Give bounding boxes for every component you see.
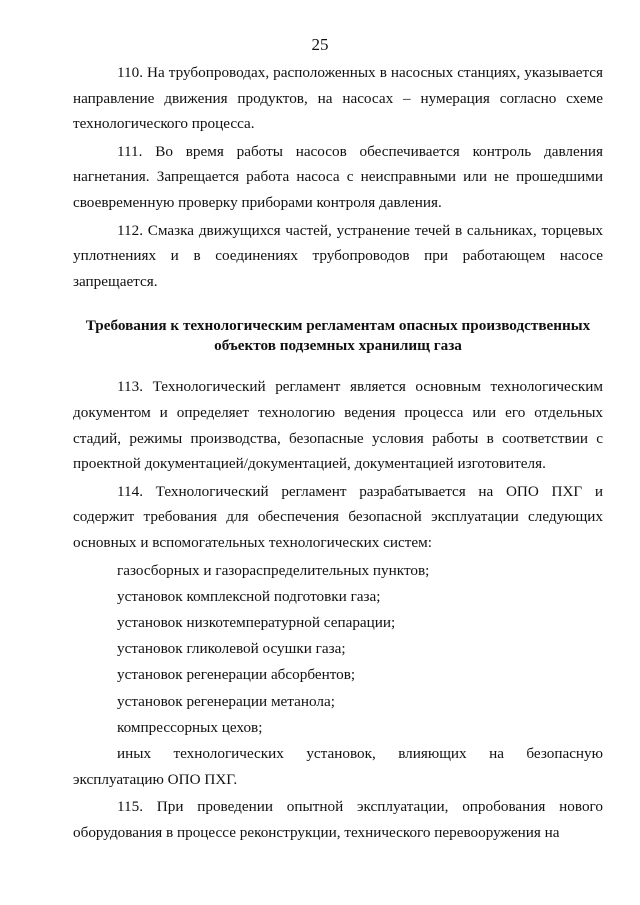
list-item: установок комплексной подготовки газа; [117, 587, 381, 605]
paragraph-115: 115. При проведении опытной эксплуатации, опробования нового оборудования в процессе реконструкции, технического перевооружения на [73, 798, 603, 841]
paragraph-113: 113. Технологический регламент является основным технологическим документом и определяет технологию ведения процесса или его отдельных стадий, режимы производства, безопасные условия работы в соответствии с проектной документацией/документацией, документацией изготовителя. [73, 378, 603, 473]
list-item: установок регенерации метанола; [117, 692, 335, 710]
list-item: установок регенерации абсорбентов; [117, 666, 356, 684]
page-number: 25 [311, 35, 329, 54]
page-body [73, 60, 603, 847]
list-item: установок низкотемпературной сепарации; [117, 613, 396, 631]
list-item: газосборных и газораспределительных пунктов; [117, 561, 430, 579]
paragraph-111: 111. Во время работы насосов обеспечивается контроль давления нагнетания. Запрещается работа насоса с неисправными или не прошедшими своевременную проверку приборами контроля давления. [73, 142, 603, 211]
list-item: установок гликолевой осушки газа; [117, 640, 346, 658]
paragraph-112: 112. Смазка движущихся частей, устранение течей в сальниках, торцевых уплотнениях и в соединениях трубопроводов при работающем насосе запрещается. [73, 221, 603, 290]
section-heading: Требования к технологическим регламентам опасных производственных объектов подземных хранилищ газа [85, 317, 591, 355]
paragraph-110: 110. На трубопроводах, расположенных в насосных станциях, указывается направление движения продуктов, на насосах – нумерация согласно схеме технологического процесса. [73, 64, 603, 133]
list-item: компрессорных цехов; [117, 718, 263, 736]
paragraph-114: 114. Технологический регламент разрабатывается на ОПО ПХГ и содержит требования для обеспечения безопасной эксплуатации следующих основных и вспомогательных технологических систем: [73, 482, 603, 551]
list-item-last: иных технологических установок, влияющих на безопасную эксплуатацию ОПО ПХГ. [73, 744, 603, 788]
